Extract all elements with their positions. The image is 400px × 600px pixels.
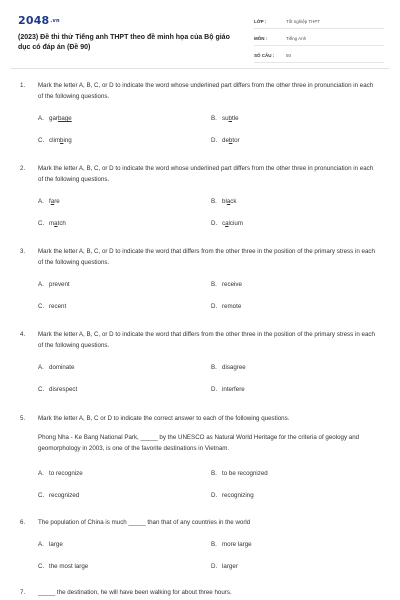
- option-c[interactable]: [38, 563, 88, 570]
- question-number: 5.: [20, 415, 26, 422]
- option-c[interactable]: [38, 386, 77, 393]
- option-text: clim: [49, 137, 60, 144]
- option-text: m: [49, 220, 55, 227]
- option-letter: A.: [38, 281, 44, 288]
- option-b[interactable]: [211, 198, 236, 205]
- exam-title: (2023) Đề thi thử Tiếng anh THPT theo đề minh họa của Bộ giáo dục có đáp án (Đề 90): [18, 34, 230, 51]
- option-underlined: a: [50, 198, 55, 205]
- option-underlined: bage: [57, 115, 72, 122]
- option-text: tch: [57, 220, 66, 227]
- option-a[interactable]: [38, 541, 63, 548]
- option-text: recent: [49, 303, 67, 310]
- option-letter: D.: [211, 303, 218, 310]
- option-text: de: [222, 137, 229, 144]
- option-text: remote: [222, 303, 242, 310]
- option-underlined: b: [228, 115, 232, 122]
- option-letter: D.: [211, 492, 218, 499]
- option-d[interactable]: [211, 563, 238, 570]
- option-letter: C.: [38, 563, 45, 570]
- option-letter: B.: [211, 470, 217, 477]
- option-letter: B.: [211, 281, 217, 288]
- option-b[interactable]: [211, 541, 252, 548]
- option-text: re: [54, 198, 60, 205]
- question-number: 3.: [20, 248, 26, 255]
- option-text: receive: [222, 281, 242, 288]
- option-letter: C.: [38, 303, 45, 310]
- option-text: to be recognized: [222, 470, 268, 477]
- meta-label: SỐ CÂU :: [254, 53, 275, 58]
- option-c[interactable]: [38, 492, 79, 499]
- option-text: disrespect: [49, 386, 78, 393]
- option-letter: A.: [38, 115, 44, 122]
- option-text: the most large: [49, 563, 89, 570]
- header-divider: [10, 68, 390, 69]
- option-d[interactable]: [211, 303, 241, 310]
- question-text: Mark the letter A, B, C, or D to indicate the word whose underlined part differs from the other three in pronunciation in each of the following questions.: [38, 82, 374, 100]
- option-text: recognized: [49, 492, 80, 499]
- option-letter: C.: [38, 137, 45, 144]
- option-text: tle: [232, 115, 239, 122]
- question-number: 4.: [20, 331, 26, 338]
- meta-label: LỚP :: [254, 19, 267, 24]
- option-b[interactable]: [211, 115, 239, 122]
- option-b[interactable]: [211, 281, 242, 288]
- exam-meta: [254, 15, 384, 66]
- logo-text: 2048: [18, 14, 50, 27]
- option-underlined: a: [226, 198, 231, 205]
- option-letter: D.: [211, 386, 218, 393]
- option-text: ck: [230, 198, 237, 205]
- option-text: interfere: [222, 386, 245, 393]
- meta-value: 50: [286, 53, 292, 58]
- question-number: 7.: [20, 589, 26, 596]
- option-a[interactable]: [38, 115, 72, 122]
- question-text: Mark the letter A, B, C or D to indicate the correct answer to each of the following questions.: [38, 415, 290, 422]
- option-c[interactable]: [38, 137, 72, 144]
- question-text: Mark the letter A, B, C, or D to indicate the word whose underlined part differs from the other three in pronunciation in each of the following questions.: [38, 165, 374, 183]
- option-b[interactable]: [211, 364, 246, 371]
- option-letter: D.: [211, 563, 218, 570]
- option-underlined: a: [225, 220, 229, 227]
- option-a[interactable]: [38, 198, 60, 205]
- option-text: larger: [222, 563, 238, 570]
- option-text: f: [49, 198, 51, 205]
- logo-suffix: .vn: [50, 18, 60, 24]
- meta-row-question-count: [254, 49, 384, 63]
- meta-value: Tốt nghiệp THPT: [286, 19, 321, 24]
- question-number: 1.: [20, 82, 26, 89]
- option-letter: A.: [38, 470, 44, 477]
- option-c[interactable]: [38, 220, 66, 227]
- option-letter: A.: [38, 364, 44, 371]
- option-text: bl: [222, 198, 227, 205]
- option-d[interactable]: [211, 386, 245, 393]
- option-text: large: [49, 541, 63, 548]
- question-text: The population of China is much _____ than that of any countries in the world: [38, 519, 251, 526]
- option-d[interactable]: [211, 220, 243, 227]
- option-c[interactable]: [38, 303, 66, 310]
- option-text: prevent: [49, 281, 70, 288]
- option-letter: C.: [38, 220, 45, 227]
- question-passage: Phong Nha - Ke Bang National Park, _____ by the UNESCO as Natural World Heritage for the criteria of geology and geomorphology in 2003, is one of the favorite destinations in Vietnam.: [38, 434, 360, 452]
- option-text: lcium: [228, 220, 243, 227]
- option-text: c: [222, 220, 226, 227]
- question-text: Mark the letter A, B, C, or D to indicate the word that differs from the other three in the position of the primary stress in each of the following questions.: [38, 331, 375, 349]
- option-letter: B.: [211, 541, 217, 548]
- option-underlined: a: [54, 220, 58, 227]
- meta-value: Tiếng Anh: [286, 36, 307, 41]
- option-d[interactable]: [211, 137, 240, 144]
- option-text: disagree: [222, 364, 246, 371]
- option-b[interactable]: [211, 470, 268, 477]
- question-number: 2.: [20, 165, 26, 172]
- option-text: su: [222, 115, 229, 122]
- option-d[interactable]: [211, 492, 254, 499]
- option-a[interactable]: [38, 364, 74, 371]
- question-text: _____ the destination, he will have been walking for about three hours.: [38, 589, 232, 596]
- option-text: ing: [63, 137, 72, 144]
- question-text: Mark the letter A, B, C, or D to indicate the word that differs from the other three in the position of the primary stress in each of the following questions.: [38, 248, 375, 266]
- option-text: recognizing: [222, 492, 254, 499]
- option-letter: B.: [211, 364, 217, 371]
- option-text: more large: [222, 541, 252, 548]
- option-text: to recognize: [49, 470, 83, 477]
- option-letter: D.: [211, 137, 218, 144]
- question-number: 6.: [20, 519, 26, 526]
- option-letter: A.: [38, 541, 44, 548]
- page-header: [0, 0, 400, 66]
- option-letter: A.: [38, 198, 44, 205]
- option-letter: B.: [211, 115, 217, 122]
- option-letter: D.: [211, 220, 218, 227]
- option-underlined: b: [228, 137, 233, 144]
- option-letter: B.: [211, 198, 217, 205]
- option-letter: C.: [38, 492, 45, 499]
- meta-label: MÔN :: [254, 36, 268, 41]
- meta-row-class: [254, 15, 384, 29]
- option-underlined: b: [60, 137, 64, 144]
- option-text: gar: [49, 115, 58, 122]
- option-text: dominate: [49, 364, 75, 371]
- option-letter: C.: [38, 386, 45, 393]
- meta-row-subject: [254, 32, 384, 46]
- option-a[interactable]: [38, 281, 70, 288]
- option-text: tor: [232, 137, 240, 144]
- option-a[interactable]: [38, 470, 83, 477]
